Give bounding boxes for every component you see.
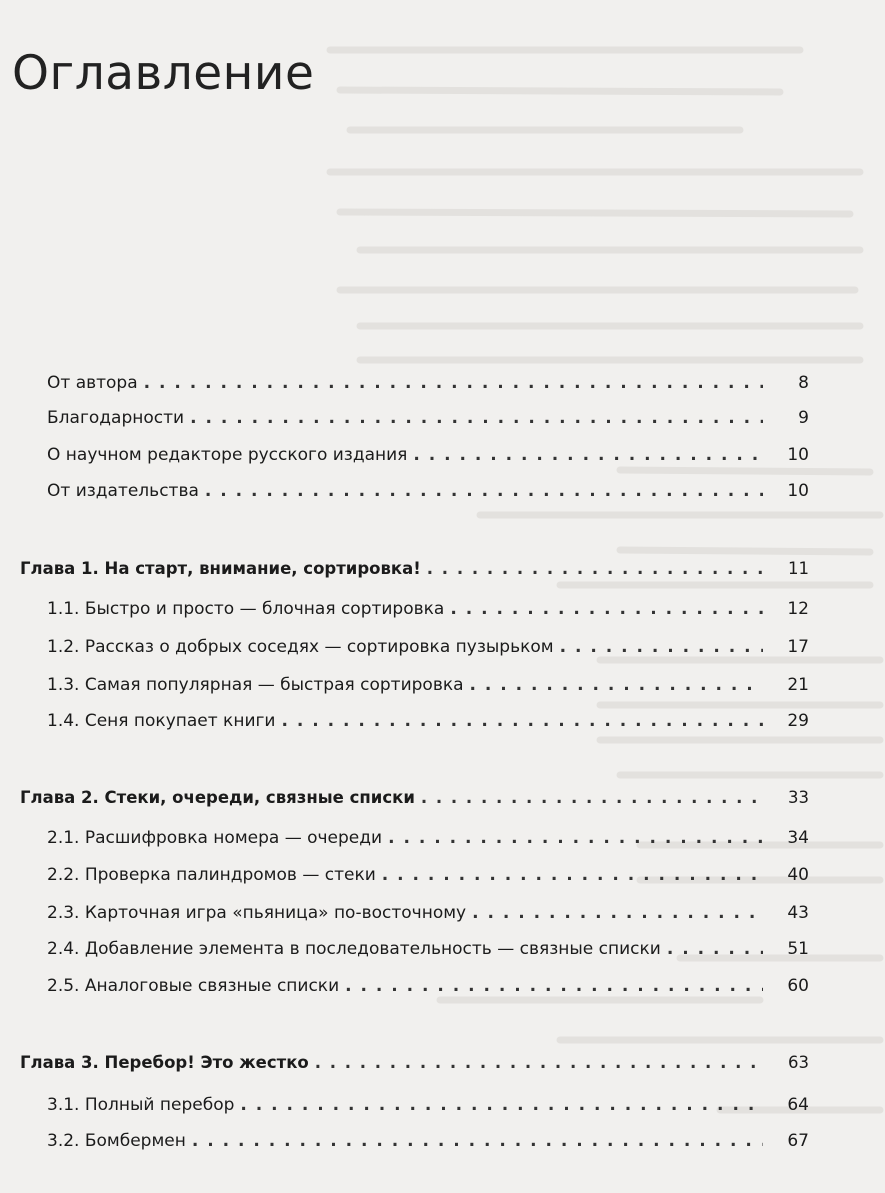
toc-entry-page-number: 33 [788, 788, 809, 807]
toc-entry-leader [47, 827, 809, 849]
toc-entry-page-number: 12 [787, 599, 809, 619]
toc-entry-title: Глава 3. Перебор! Это жестко [20, 1053, 309, 1072]
dot-leader [470, 674, 763, 696]
dot-leader [413, 444, 763, 466]
toc-section-entry [47, 864, 809, 886]
toc-section-entry [47, 1094, 809, 1116]
toc-chapter-entry [20, 558, 809, 580]
toc-front-matter-entry [47, 372, 809, 394]
toc-section-entry [47, 636, 809, 658]
dot-leader [388, 827, 763, 849]
dot-leader [144, 372, 763, 394]
toc-entry-leader [47, 1094, 809, 1116]
toc-entry-leader [47, 636, 809, 658]
toc-entry-title: 1.1. Быстро и просто — блочная сортировка [47, 599, 445, 619]
toc-entry-leader [20, 558, 809, 580]
toc-section-entry [47, 827, 809, 849]
toc-entry-leader [20, 1052, 809, 1074]
toc-entry-title: 2.4. Добавление элемента в последовательность — связные списки [47, 939, 661, 959]
dot-leader [281, 710, 763, 732]
toc-entry-title: 2.2. Проверка палиндромов — стеки [47, 865, 376, 885]
toc-section-entry [47, 598, 809, 620]
dot-leader [192, 1130, 763, 1152]
toc-entry-title: О научном редакторе русского издания [47, 445, 408, 465]
toc-section-entry [47, 674, 809, 696]
toc-entry-leader [47, 674, 809, 696]
toc-entry-page-number: 60 [787, 976, 809, 996]
dot-leader [472, 902, 763, 924]
toc-section-entry [47, 975, 809, 997]
toc-entry-title: Глава 1. На старт, внимание, сортировка! [20, 559, 421, 578]
toc-entry-title: 1.4. Сеня покупает книги [47, 711, 276, 731]
toc-section-entry [47, 1130, 809, 1152]
toc-entry-page-number: 64 [787, 1095, 809, 1115]
toc-front-matter-entry [47, 480, 809, 502]
toc-entry-title: 1.3. Самая популярная — быстрая сортировка [47, 675, 464, 695]
toc-entry-title: Глава 2. Стеки, очереди, связные списки [20, 788, 415, 807]
toc-entry-title: От издательства [47, 481, 199, 501]
toc-entry-title: Благодарности [47, 408, 185, 428]
toc-entry-leader [47, 975, 809, 997]
dot-leader [421, 787, 763, 809]
toc-entry-title: 2.3. Карточная игра «пьяница» по-восточному [47, 903, 467, 923]
toc-entry-title: 2.5. Аналоговые связные списки [47, 976, 340, 996]
toc-entry-page-number: 63 [788, 1053, 809, 1072]
toc-entry-page-number: 67 [787, 1131, 809, 1151]
toc-entry-page-number: 9 [798, 408, 809, 428]
toc-entry-leader [47, 710, 809, 732]
toc-entry-page-number: 51 [787, 939, 809, 959]
dot-leader [240, 1094, 763, 1116]
page-title: Оглавление [12, 46, 315, 101]
toc-entry-page-number: 10 [787, 445, 809, 465]
toc-entry-page-number: 29 [787, 711, 809, 731]
toc-entry-page-number: 34 [787, 828, 809, 848]
dot-leader [427, 558, 763, 580]
toc-section-entry [47, 902, 809, 924]
dot-leader [382, 864, 763, 886]
toc-entry-leader [47, 902, 809, 924]
toc-entry-leader [47, 938, 809, 960]
dot-leader [560, 636, 763, 658]
toc-entry-title: 2.1. Расшифровка номера — очереди [47, 828, 383, 848]
toc-entry-leader [47, 372, 809, 394]
toc-entry-page-number: 8 [798, 373, 809, 393]
toc-section-entry [47, 938, 809, 960]
toc-entry-leader [47, 1130, 809, 1152]
dot-leader [667, 938, 763, 960]
toc-entry-title: 3.1. Полный перебор [47, 1095, 235, 1115]
toc-entry-leader [47, 407, 809, 429]
dot-leader [345, 975, 763, 997]
toc-entry-title: 3.2. Бомбермен [47, 1131, 186, 1151]
toc-entry-page-number: 40 [787, 865, 809, 885]
toc-entry-leader [47, 480, 809, 502]
toc-entry-page-number: 11 [788, 559, 809, 578]
toc-entry-leader [20, 787, 809, 809]
toc-chapter-entry [20, 1052, 809, 1074]
toc-entry-page-number: 17 [787, 637, 809, 657]
toc-entry-page-number: 10 [787, 481, 809, 501]
toc-section-entry [47, 710, 809, 732]
toc-entry-page-number: 43 [787, 903, 809, 923]
dot-leader [315, 1052, 763, 1074]
toc-entry-leader [47, 864, 809, 886]
toc-chapter-entry [20, 787, 809, 809]
dot-leader [205, 480, 763, 502]
dot-leader [450, 598, 763, 620]
dot-leader [190, 407, 763, 429]
toc-entry-title: 1.2. Рассказ о добрых соседях — сортировка пузырьком [47, 637, 554, 657]
toc-entry-title: От автора [47, 373, 138, 393]
toc-front-matter-entry [47, 407, 809, 429]
toc-front-matter-entry [47, 444, 809, 466]
toc-entry-page-number: 21 [787, 675, 809, 695]
toc-entry-leader [47, 598, 809, 620]
toc-entry-leader [47, 444, 809, 466]
